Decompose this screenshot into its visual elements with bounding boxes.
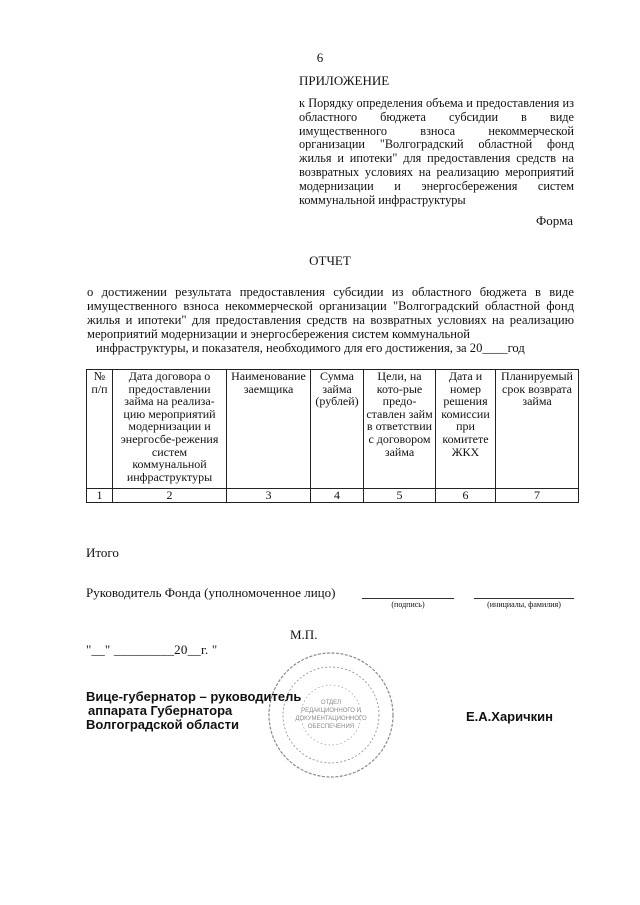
table-header-cell: Цели, на кото-рые предо-ставлен займ в ответствии с договором займа	[364, 370, 436, 489]
page-number: 6	[316, 50, 324, 65]
table-header-row	[87, 370, 579, 489]
column-number-cell: 4	[311, 489, 364, 503]
signer-position-line: Волгоградской области	[86, 717, 239, 732]
initials-caption: (инициалы, фамилия)	[487, 600, 561, 609]
table-header-cell: Планируемый срок возврата займа	[496, 370, 579, 489]
appendix-text: к Порядку определения объема и предоставления из областного бюджета субсидии в виде имущественного взноса некоммерческой организации "Волгоградский областной фонд жилья и ипотеки" для предоставления средств на возвратных условиях на реализацию мероприятий модернизации и энергосбережения систем коммунальной инфраструктуры	[299, 96, 574, 207]
column-number-cell: 7	[496, 489, 579, 503]
appendix-title: ПРИЛОЖЕНИЕ	[299, 73, 390, 88]
form-label: Форма	[536, 213, 573, 228]
signature-line	[362, 598, 454, 599]
report-description	[87, 285, 574, 355]
signature-caption: (подпись)	[391, 600, 425, 609]
report-table	[86, 369, 579, 503]
head-of-fund-label: Руководитель Фонда (уполномоченное лицо)	[86, 585, 336, 600]
report-description-last-line: инфраструктуры, и показателя, необходимого для его достижения, за 20____год	[96, 341, 525, 355]
date-line: "__" _________20__г. "	[86, 642, 218, 657]
stamp-line: ДОКУМЕНТАЦИОННОГО	[295, 716, 367, 722]
total-label: Итого	[86, 545, 119, 560]
column-number-cell: 5	[364, 489, 436, 503]
stamp-line: ОТДЕЛ	[320, 700, 342, 706]
table-row	[87, 489, 579, 503]
table-header-cell: Сумма займа (рублей)	[311, 370, 364, 489]
report-title: ОТЧЕТ	[309, 253, 351, 268]
column-number-cell: 2	[113, 489, 227, 503]
table-header-cell: Дата и номер решения комиссии при комитете ЖКХ	[436, 370, 496, 489]
signer-name: Е.А.Харичкин	[466, 709, 554, 724]
column-number-cell: 3	[227, 489, 311, 503]
report-description-text: о достижении результата предоставления субсидии из областного бюджета в виде имущественного взноса некоммерческой организации "Волгоградский областной фонд жилья и ипотеки" для предоставления средств на возвратных условиях на реализацию мероприятий модернизации и энергосбережения систем коммунальной	[87, 285, 574, 341]
signer-position-line: Вице-губернатор – руководитель	[86, 689, 302, 704]
initials-line	[474, 598, 574, 599]
stamp-line: ОБЕСПЕЧЕНИЯ	[307, 724, 355, 730]
table-header-cell: № п/п	[87, 370, 113, 489]
stamp-line: РЕДАКЦИОННОГО И	[301, 708, 361, 714]
table-header-cell: Дата договора о предоставлении займа на реализа-цию мероприятий модернизации и энергосбе-режения систем коммунальной инфраструктуры	[113, 370, 227, 489]
stamp-place-label: М.П.	[290, 627, 318, 642]
table-header-cell: Наименование заемщика	[227, 370, 311, 489]
signer-position	[86, 690, 301, 732]
signer-position-line: аппарата Губернатора	[88, 703, 233, 718]
column-number-cell: 1	[87, 489, 113, 503]
column-number-cell: 6	[436, 489, 496, 503]
